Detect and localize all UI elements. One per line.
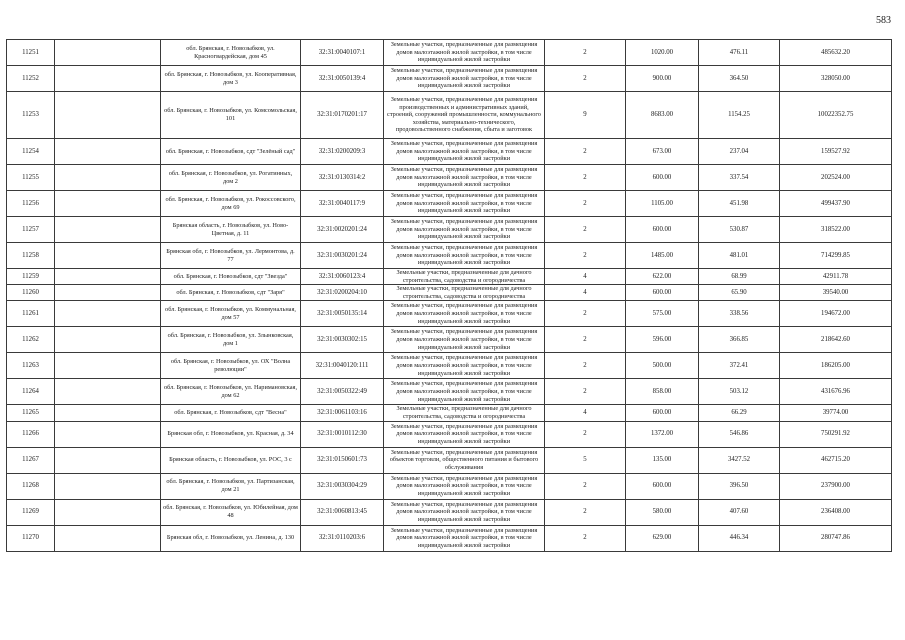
row-id: 11252 xyxy=(7,66,55,92)
row-cadastral-number: 32:31:0030201:24 xyxy=(301,243,384,269)
row-group: 2 xyxy=(545,525,626,551)
row-land-category: Земельные участки, предназначенные для размещения домов малоэтажной жилой застройки, в том числе индивидуальной жилой застройки xyxy=(384,421,545,447)
blank-cell xyxy=(55,473,161,499)
row-address: обл. Брянская, г. Новозыбков, ул. Наримановская, дом 62 xyxy=(161,379,301,405)
row-id: 11261 xyxy=(7,301,55,327)
blank-cell xyxy=(55,191,161,217)
table-row xyxy=(7,243,892,269)
row-address: Брянская обл, г. Новозыбков, ул. Красная, д. 34 xyxy=(161,421,301,447)
row-address: обл. Брянская, г. Новозыбков, ул. Партизанская, дом 21 xyxy=(161,473,301,499)
row-land-category: Земельные участки, предназначенные для размещения домов малоэтажной жилой застройки, в том числе индивидуальной жилой застройки xyxy=(384,40,545,66)
row-cadastral-value: 10022352.75 xyxy=(780,92,892,139)
row-cadastral-value: 42911.78 xyxy=(780,269,892,285)
row-id: 11263 xyxy=(7,353,55,379)
row-address: обл. Брянская, г. Новозыбков, сдт "Весна" xyxy=(161,405,301,421)
row-cadastral-value: 462715.20 xyxy=(780,447,892,473)
row-id: 11268 xyxy=(7,473,55,499)
row-id: 11270 xyxy=(7,525,55,551)
row-address: обл. Брянская, г. Новозыбков, сдт "Звезда" xyxy=(161,269,301,285)
row-unit-value: 407.60 xyxy=(699,499,780,525)
table-row xyxy=(7,139,892,165)
row-unit-value: 65.90 xyxy=(699,285,780,301)
row-unit-value: 481.01 xyxy=(699,243,780,269)
row-unit-value: 503.12 xyxy=(699,379,780,405)
row-group: 2 xyxy=(545,327,626,353)
row-address: обл. Брянская, г. Новозыбков, ул. Комсомольская, 101 xyxy=(161,92,301,139)
row-cadastral-number: 32:31:0130314:2 xyxy=(301,165,384,191)
row-cadastral-value: 194672.00 xyxy=(780,301,892,327)
row-group: 4 xyxy=(545,405,626,421)
row-unit-value: 366.85 xyxy=(699,327,780,353)
row-unit-value: 396.50 xyxy=(699,473,780,499)
blank-cell xyxy=(55,447,161,473)
row-unit-value: 337.54 xyxy=(699,165,780,191)
row-address: обл. Брянская, г. Новозыбков, ул. Юбилейная, дом 48 xyxy=(161,499,301,525)
row-cadastral-number: 32:31:0050139:4 xyxy=(301,66,384,92)
row-area: 500.00 xyxy=(626,353,699,379)
row-land-category: Земельные участки, предназначенные для размещения домов малоэтажной жилой застройки, в том числе индивидуальной жилой застройки xyxy=(384,165,545,191)
row-cadastral-value: 202524.00 xyxy=(780,165,892,191)
blank-cell xyxy=(55,405,161,421)
row-area: 858.00 xyxy=(626,379,699,405)
blank-cell xyxy=(55,217,161,243)
table-row xyxy=(7,191,892,217)
table-row xyxy=(7,301,892,327)
row-address: Брянская область, г. Новозыбков, ул. РОС, 3 с xyxy=(161,447,301,473)
row-group: 2 xyxy=(545,301,626,327)
row-land-category: Земельные участки, предназначенные для размещения производственных и административных зданий, строений, сооружений промышленности, коммунального хозяйства, материально-технического, продовольственного снабжения, сбыта и заготовок xyxy=(384,92,545,139)
row-unit-value: 338.56 xyxy=(699,301,780,327)
row-address: Брянская область, г. Новозыбков, ул. Ново-Цветная, д. 11 xyxy=(161,217,301,243)
row-unit-value: 446.34 xyxy=(699,525,780,551)
row-land-category: Земельные участки, предназначенные для размещения домов малоэтажной жилой застройки, в том числе индивидуальной жилой застройки xyxy=(384,217,545,243)
row-unit-value: 372.41 xyxy=(699,353,780,379)
blank-cell xyxy=(55,379,161,405)
row-land-category: Земельные участки, предназначенные для размещения домов малоэтажной жилой застройки, в том числе индивидуальной жилой застройки xyxy=(384,353,545,379)
table-row xyxy=(7,40,892,66)
table-row xyxy=(7,66,892,92)
row-area: 8683.00 xyxy=(626,92,699,139)
blank-cell xyxy=(55,353,161,379)
row-cadastral-value: 280747.86 xyxy=(780,525,892,551)
row-land-category: Земельные участки, предназначенные для размещения домов малоэтажной жилой застройки, в том числе индивидуальной жилой застройки xyxy=(384,525,545,551)
blank-cell xyxy=(55,40,161,66)
row-cadastral-value: 328050.00 xyxy=(780,66,892,92)
row-unit-value: 476.11 xyxy=(699,40,780,66)
row-area: 575.00 xyxy=(626,301,699,327)
row-cadastral-number: 32:31:0050135:14 xyxy=(301,301,384,327)
row-land-category: Земельные участки, предназначенные для размещения домов малоэтажной жилой застройки, в том числе индивидуальной жилой застройки xyxy=(384,499,545,525)
row-id: 11256 xyxy=(7,191,55,217)
row-group: 2 xyxy=(545,66,626,92)
row-group: 4 xyxy=(545,285,626,301)
row-id: 11255 xyxy=(7,165,55,191)
table-row xyxy=(7,327,892,353)
row-cadastral-value: 186205.00 xyxy=(780,353,892,379)
cadastral-value-table xyxy=(6,39,892,552)
row-unit-value: 68.99 xyxy=(699,269,780,285)
blank-cell xyxy=(55,285,161,301)
row-id: 11260 xyxy=(7,285,55,301)
table-row xyxy=(7,499,892,525)
row-group: 2 xyxy=(545,379,626,405)
row-cadastral-value: 750291.92 xyxy=(780,421,892,447)
blank-cell xyxy=(55,92,161,139)
row-address: обл. Брянская, г. Новозыбков, ул. Коммунальная, дом 57 xyxy=(161,301,301,327)
blank-cell xyxy=(55,165,161,191)
row-unit-value: 66.29 xyxy=(699,405,780,421)
row-land-category: Земельные участки, предназначенные для дачного строительства, садоводства и огородничества xyxy=(384,405,545,421)
row-cadastral-number: 32:31:0110203:6 xyxy=(301,525,384,551)
row-group: 2 xyxy=(545,139,626,165)
row-area: 1372.00 xyxy=(626,421,699,447)
row-group: 2 xyxy=(545,191,626,217)
row-area: 600.00 xyxy=(626,473,699,499)
row-unit-value: 3427.52 xyxy=(699,447,780,473)
row-cadastral-number: 32:31:0061103:16 xyxy=(301,405,384,421)
row-group: 2 xyxy=(545,217,626,243)
row-address: Брянская обл, г. Новозыбков, ул. Ленина, д. 130 xyxy=(161,525,301,551)
row-unit-value: 451.98 xyxy=(699,191,780,217)
row-land-category: Земельные участки, предназначенные для размещения домов малоэтажной жилой застройки, в том числе индивидуальной жилой застройки xyxy=(384,243,545,269)
row-area: 622.00 xyxy=(626,269,699,285)
row-id: 11264 xyxy=(7,379,55,405)
row-group: 2 xyxy=(545,353,626,379)
row-cadastral-value: 499437.90 xyxy=(780,191,892,217)
row-cadastral-number: 32:31:0040117:9 xyxy=(301,191,384,217)
row-cadastral-number: 32:31:0200209:3 xyxy=(301,139,384,165)
row-land-category: Земельные участки, предназначенные для размещения домов малоэтажной жилой застройки, в том числе индивидуальной жилой застройки xyxy=(384,191,545,217)
row-group: 2 xyxy=(545,243,626,269)
blank-cell xyxy=(55,139,161,165)
row-area: 600.00 xyxy=(626,405,699,421)
row-address: обл. Брянская, г. Новозыбков, ул. Кооперативная, дом 3 xyxy=(161,66,301,92)
row-cadastral-number: 32:31:0020201:24 xyxy=(301,217,384,243)
row-cadastral-number: 32:31:0040120:111 xyxy=(301,353,384,379)
row-id: 11265 xyxy=(7,405,55,421)
row-area: 600.00 xyxy=(626,217,699,243)
row-group: 2 xyxy=(545,40,626,66)
row-group: 2 xyxy=(545,421,626,447)
row-cadastral-number: 32:31:0060813:45 xyxy=(301,499,384,525)
row-cadastral-value: 39774.00 xyxy=(780,405,892,421)
row-id: 11253 xyxy=(7,92,55,139)
row-cadastral-number: 32:31:0030304:29 xyxy=(301,473,384,499)
row-area: 1485.00 xyxy=(626,243,699,269)
row-id: 11267 xyxy=(7,447,55,473)
row-cadastral-value: 218642.60 xyxy=(780,327,892,353)
row-group: 4 xyxy=(545,269,626,285)
row-id: 11259 xyxy=(7,269,55,285)
table-row xyxy=(7,165,892,191)
row-land-category: Земельные участки, предназначенные для размещения домов малоэтажной жилой застройки, в том числе индивидуальной жилой застройки xyxy=(384,379,545,405)
row-address: обл. Брянская, г. Новозыбков, сдт "Заря" xyxy=(161,285,301,301)
row-cadastral-value: 39540.00 xyxy=(780,285,892,301)
row-cadastral-number: 32:31:0200204:10 xyxy=(301,285,384,301)
row-cadastral-number: 32:31:0010112:30 xyxy=(301,421,384,447)
table-row xyxy=(7,269,892,285)
row-id: 11258 xyxy=(7,243,55,269)
table-row xyxy=(7,353,892,379)
row-address: Брянская обл, г. Новозыбков, ул. Лермонтова, д. 77 xyxy=(161,243,301,269)
row-cadastral-number: 32:31:0050322:49 xyxy=(301,379,384,405)
row-area: 600.00 xyxy=(626,165,699,191)
row-group: 2 xyxy=(545,165,626,191)
row-address: обл. Брянская, г. Новозыбков, ул. Рокоссовского, дом 69 xyxy=(161,191,301,217)
row-land-category: Земельные участки, предназначенные для размещения объектов торговли, общественного питания и бытового обслуживания xyxy=(384,447,545,473)
row-id: 11257 xyxy=(7,217,55,243)
row-cadastral-value: 236408.00 xyxy=(780,499,892,525)
table-row xyxy=(7,525,892,551)
row-id: 11251 xyxy=(7,40,55,66)
row-cadastral-value: 159527.92 xyxy=(780,139,892,165)
blank-cell xyxy=(55,243,161,269)
row-id: 11262 xyxy=(7,327,55,353)
row-area: 629.00 xyxy=(626,525,699,551)
row-unit-value: 237.04 xyxy=(699,139,780,165)
table-row xyxy=(7,92,892,139)
blank-cell xyxy=(55,499,161,525)
row-area: 135.00 xyxy=(626,447,699,473)
row-area: 580.00 xyxy=(626,499,699,525)
table-row xyxy=(7,217,892,243)
row-cadastral-value: 485632.20 xyxy=(780,40,892,66)
row-id: 11269 xyxy=(7,499,55,525)
row-group: 9 xyxy=(545,92,626,139)
row-cadastral-value: 431676.96 xyxy=(780,379,892,405)
blank-cell xyxy=(55,421,161,447)
row-land-category: Земельные участки, предназначенные для размещения домов малоэтажной жилой застройки, в том числе индивидуальной жилой застройки xyxy=(384,327,545,353)
row-cadastral-value: 714299.85 xyxy=(780,243,892,269)
row-cadastral-value: 318522.00 xyxy=(780,217,892,243)
row-group: 2 xyxy=(545,473,626,499)
row-cadastral-number: 32:31:0040107:1 xyxy=(301,40,384,66)
table-row xyxy=(7,473,892,499)
row-address: обл. Брянская, г. Новозыбков, ул. Злынковская, дом 1 xyxy=(161,327,301,353)
blank-cell xyxy=(55,301,161,327)
row-id: 11254 xyxy=(7,139,55,165)
row-unit-value: 364.50 xyxy=(699,66,780,92)
row-land-category: Земельные участки, предназначенные для размещения домов малоэтажной жилой застройки, в том числе индивидуальной жилой застройки xyxy=(384,301,545,327)
row-area: 1105.00 xyxy=(626,191,699,217)
row-group: 2 xyxy=(545,499,626,525)
row-land-category: Земельные участки, предназначенные для размещения домов малоэтажной жилой застройки, в том числе индивидуальной жилой застройки xyxy=(384,66,545,92)
page-number: 583 xyxy=(876,15,891,26)
table-row xyxy=(7,379,892,405)
blank-cell xyxy=(55,327,161,353)
row-address: обл. Брянская, г. Новозыбков, ул. ОХ "Волна революции" xyxy=(161,353,301,379)
table-row xyxy=(7,447,892,473)
row-unit-value: 546.86 xyxy=(699,421,780,447)
row-area: 673.00 xyxy=(626,139,699,165)
row-land-category: Земельные участки, предназначенные для размещения домов малоэтажной жилой застройки, в том числе индивидуальной жилой застройки xyxy=(384,473,545,499)
row-area: 600.00 xyxy=(626,285,699,301)
row-area: 596.00 xyxy=(626,327,699,353)
table-row xyxy=(7,421,892,447)
row-address: обл. Брянская, г. Новозыбков, ул. Рогатинных, дом 2 xyxy=(161,165,301,191)
row-land-category: Земельные участки, предназначенные для дачного строительства, садоводства и огородничества xyxy=(384,285,545,301)
blank-cell xyxy=(55,269,161,285)
table-row xyxy=(7,405,892,421)
row-cadastral-number: 32:31:0170201:17 xyxy=(301,92,384,139)
row-land-category: Земельные участки, предназначенные для размещения домов малоэтажной жилой застройки, в том числе индивидуальной жилой застройки xyxy=(384,139,545,165)
row-cadastral-number: 32:31:0030302:15 xyxy=(301,327,384,353)
row-unit-value: 1154.25 xyxy=(699,92,780,139)
blank-cell xyxy=(55,525,161,551)
row-land-category: Земельные участки, предназначенные для дачного строительства, садоводства и огородничества xyxy=(384,269,545,285)
row-cadastral-value: 237900.00 xyxy=(780,473,892,499)
table-body xyxy=(7,40,892,552)
row-area: 1020.00 xyxy=(626,40,699,66)
row-unit-value: 530.87 xyxy=(699,217,780,243)
row-cadastral-number: 32:31:0150601:73 xyxy=(301,447,384,473)
row-area: 900.00 xyxy=(626,66,699,92)
row-id: 11266 xyxy=(7,421,55,447)
row-group: 5 xyxy=(545,447,626,473)
blank-cell xyxy=(55,66,161,92)
row-address: обл. Брянская, г. Новозыбков, сдт "Зелёный сад" xyxy=(161,139,301,165)
table-row xyxy=(7,285,892,301)
row-address: обл. Брянская, г. Новозыбков, ул. Красногвардейская, дом 45 xyxy=(161,40,301,66)
row-cadastral-number: 32:31:0060123:4 xyxy=(301,269,384,285)
